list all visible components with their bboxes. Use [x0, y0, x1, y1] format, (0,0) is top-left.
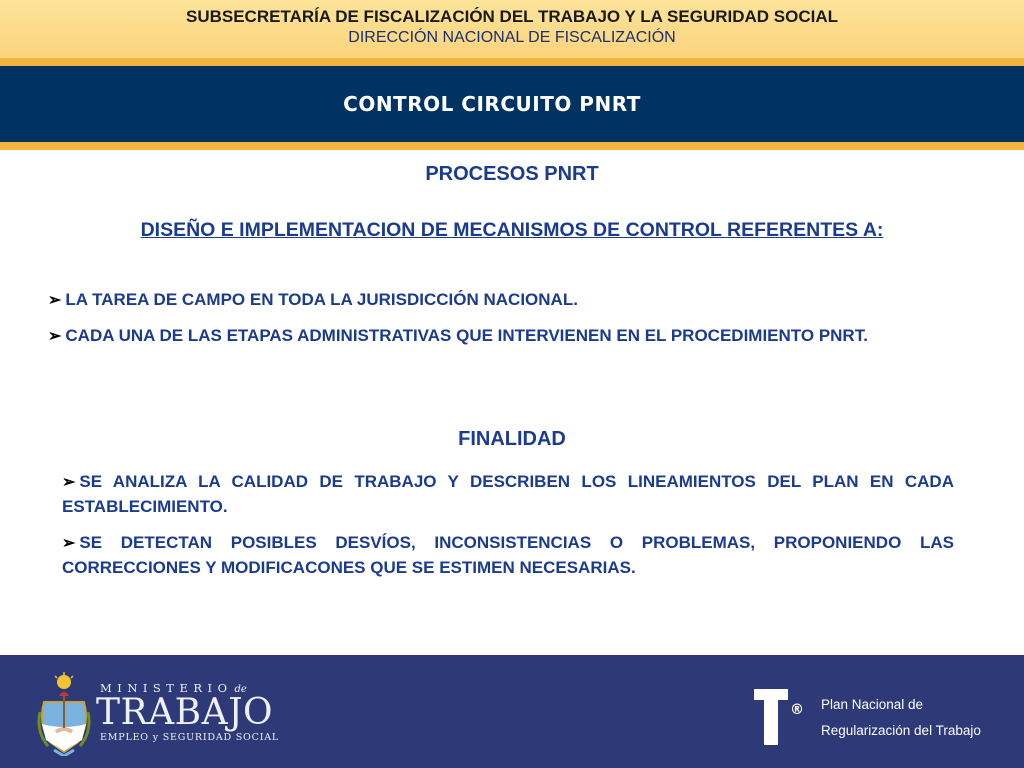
bullet-item-2 [48, 324, 950, 349]
slide-title: CONTROL CIRCUITO PNRT [343, 92, 641, 116]
ministry-label: MINISTERIO de [100, 681, 247, 695]
arrow-bullet-icon: ➢ [48, 328, 62, 345]
arrow-bullet-icon: ➢ [48, 292, 62, 309]
section-title-procesos: PROCESOS PNRT [425, 163, 599, 185]
ministry-subtitle: EMPLEO y SEGURIDAD SOCIAL [100, 732, 280, 743]
bullet-text: CADA UNA DE LAS ETAPAS ADMINISTRATIVAS QUE INTERVIENEN EN EL PROCEDIMIENTO PNRT. [65, 326, 868, 345]
plan-name-line1: Plan Nacional de [821, 697, 924, 712]
bullet-item-3 [62, 470, 954, 519]
ministry-name: TRABAJO [96, 692, 274, 733]
title-band [0, 66, 1024, 142]
plan-t-logo-icon [752, 689, 804, 745]
subsecretaria-title: SUBSECRETARÍA DE FISCALIZACIÓN DEL TRABAJO Y LA SEGURIDAD SOCIAL [185, 7, 839, 26]
section-subtitle-diseno: DISEÑO E IMPLEMENTACION DE MECANISMOS DE CONTROL REFERENTES A: [140, 219, 884, 241]
plan-name-line2: Regularización del Trabajo [821, 723, 981, 738]
title-divider [0, 142, 1024, 150]
section-title-finalidad: FINALIDAD [458, 428, 566, 450]
bullet-text: SE ANALIZA LA CALIDAD DE TRABAJO Y DESCRIBEN LOS LINEAMIENTOS DEL PLAN EN CADA ESTABLECIMIENTO. [62, 472, 954, 516]
header-band [0, 0, 1024, 62]
arrow-bullet-icon: ➢ [62, 535, 76, 552]
bullet-item-1 [48, 288, 950, 313]
coat-of-arms-icon [36, 672, 92, 756]
direccion-title: DIRECCIÓN NACIONAL DE FISCALIZACIÓN [348, 29, 676, 46]
bullet-text: SE DETECTAN POSIBLES DESVÍOS, INCONSISTENCIAS O PROBLEMAS, PROPONIENDO LAS CORRECCIONES Y MODIFICACONES QUE SE ESTIMEN NECESARIAS. [62, 533, 954, 577]
svg-text:®: ® [790, 702, 804, 718]
bullet-text: LA TAREA DE CAMPO EN TODA LA JURISDICCIÓN NACIONAL. [65, 290, 578, 309]
arrow-bullet-icon: ➢ [62, 474, 76, 491]
bullet-item-4 [62, 531, 954, 580]
header-divider [0, 58, 1024, 66]
